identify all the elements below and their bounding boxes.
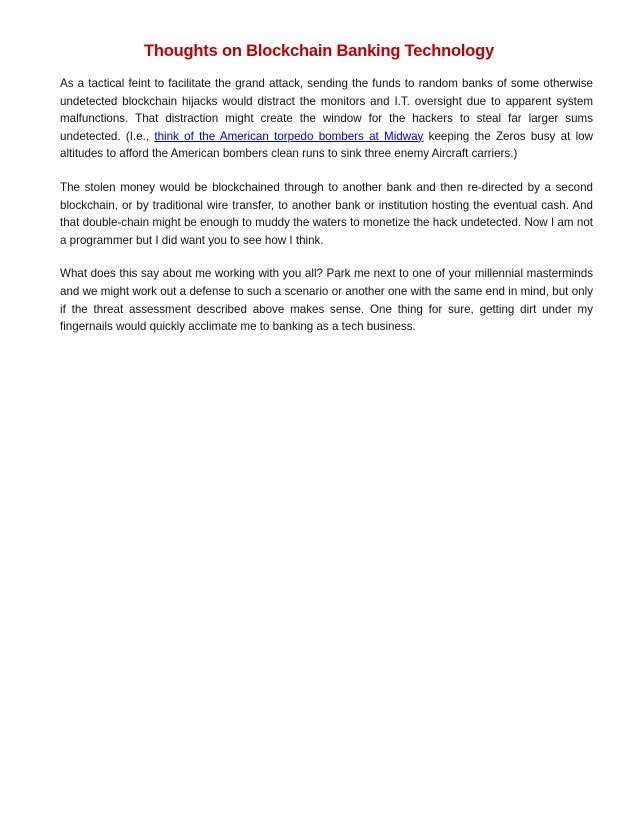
paragraph-2: The stolen money would be blockchained through to another bank and then re-directed by a second blockchain, or by traditional wire transfer, to another bank or institution hosting the eventual cash. And that double-chain might be enough to muddy the waters to monetize the hack undetected. Now I am not a programmer but I did want you to see how I think. xyxy=(60,180,593,247)
paragraph-1 xyxy=(60,75,593,163)
paragraph-1-text-start: As a tactical feint to facilitate the grand attack, sending the funds to random banks of some otherwise undetected blockchain hijacks would distract the monitors and I.T. oversight due to apparent system malfunctions. That distraction might create the window for the hackers to steal far larger sums undetected. (I.e., xyxy=(60,77,593,143)
paragraph-3: What does this say about me working with you all? Park me next to one of your millennial masterminds and we might work out a defense to such a scenario or another one with the same end in mind, but only if the threat assessment described above makes sense. One thing for sure, getting dirt under my fingernails would quickly acclimate me to banking as a tech business. xyxy=(60,267,593,334)
midway-link[interactable]: think of the American torpedo bombers at Midway xyxy=(154,129,424,143)
paragraph-1-text-end: keeping the Zeros busy at low altitudes to afford the American bombers clean runs to sink three enemy Aircraft carriers.) xyxy=(60,129,593,161)
document-title: Thoughts on Blockchain Banking Technology xyxy=(144,42,494,60)
document-body xyxy=(60,75,593,352)
